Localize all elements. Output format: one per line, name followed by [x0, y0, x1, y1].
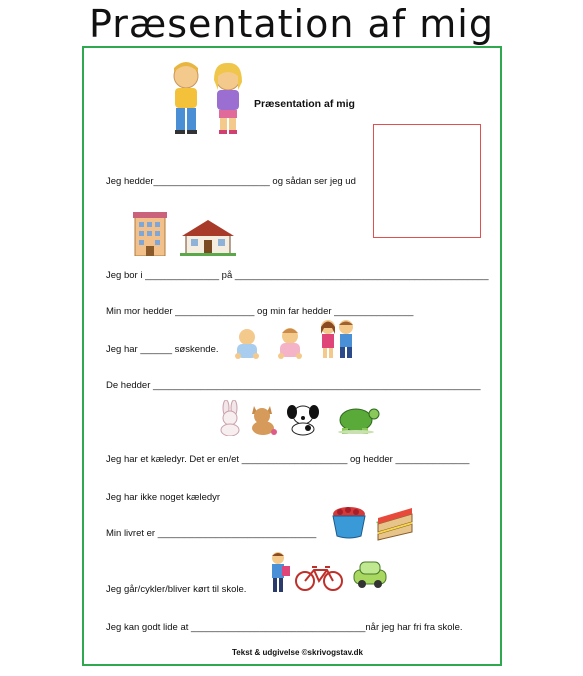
line-likes: Jeg kan godt lide at _________________________________når jeg har fri fra skole. — [106, 622, 463, 633]
child-walking-icon — [266, 550, 292, 594]
bicycle-icon — [294, 564, 344, 592]
line-name: Jeg hedder______________________ og sådan ser jeg ud — [106, 176, 356, 187]
photo-frame — [373, 124, 481, 238]
boy-girl-clipart — [164, 60, 254, 136]
house-icon — [180, 218, 236, 256]
footer-credit: Tekst & udgivelse ©skrivogstav.dk — [232, 648, 363, 657]
berries-bowl-icon — [330, 504, 368, 540]
turtle-icon — [334, 402, 380, 436]
sheet-header-title: Præsentation af mig — [254, 98, 355, 110]
siblings-icon — [316, 318, 358, 360]
line-lives: Jeg bor i ______________ på ________________________________________________ — [106, 270, 489, 281]
baby-girl-icon — [274, 326, 306, 360]
cat-icon — [248, 402, 278, 436]
apartment-building-icon — [132, 210, 168, 256]
line-no-pet: Jeg har ikke noget kæledyr — [106, 492, 221, 503]
line-school: Jeg går/cykler/bliver kørt til skole. — [106, 584, 247, 595]
baby-boy-icon — [232, 328, 262, 360]
sandwich-icon — [374, 504, 416, 542]
line-parents: Min mor hedder _______________ og min far hedder _______________ — [106, 306, 414, 317]
worksheet — [82, 46, 502, 666]
line-favorite: Min livret er ______________________________ — [106, 528, 317, 539]
line-siblings: Jeg har ______ søskende. — [106, 344, 219, 355]
line-sibling-names: De hedder ______________________________________________________________ — [106, 380, 481, 391]
page-title: Præsentation af mig — [89, 2, 494, 46]
car-icon — [352, 556, 388, 592]
rabbit-icon — [218, 400, 242, 436]
line-pet: Jeg har et kæledyr. Det er en/et ____________________ og hedder ______________ — [106, 454, 470, 465]
dog-icon — [286, 402, 320, 436]
